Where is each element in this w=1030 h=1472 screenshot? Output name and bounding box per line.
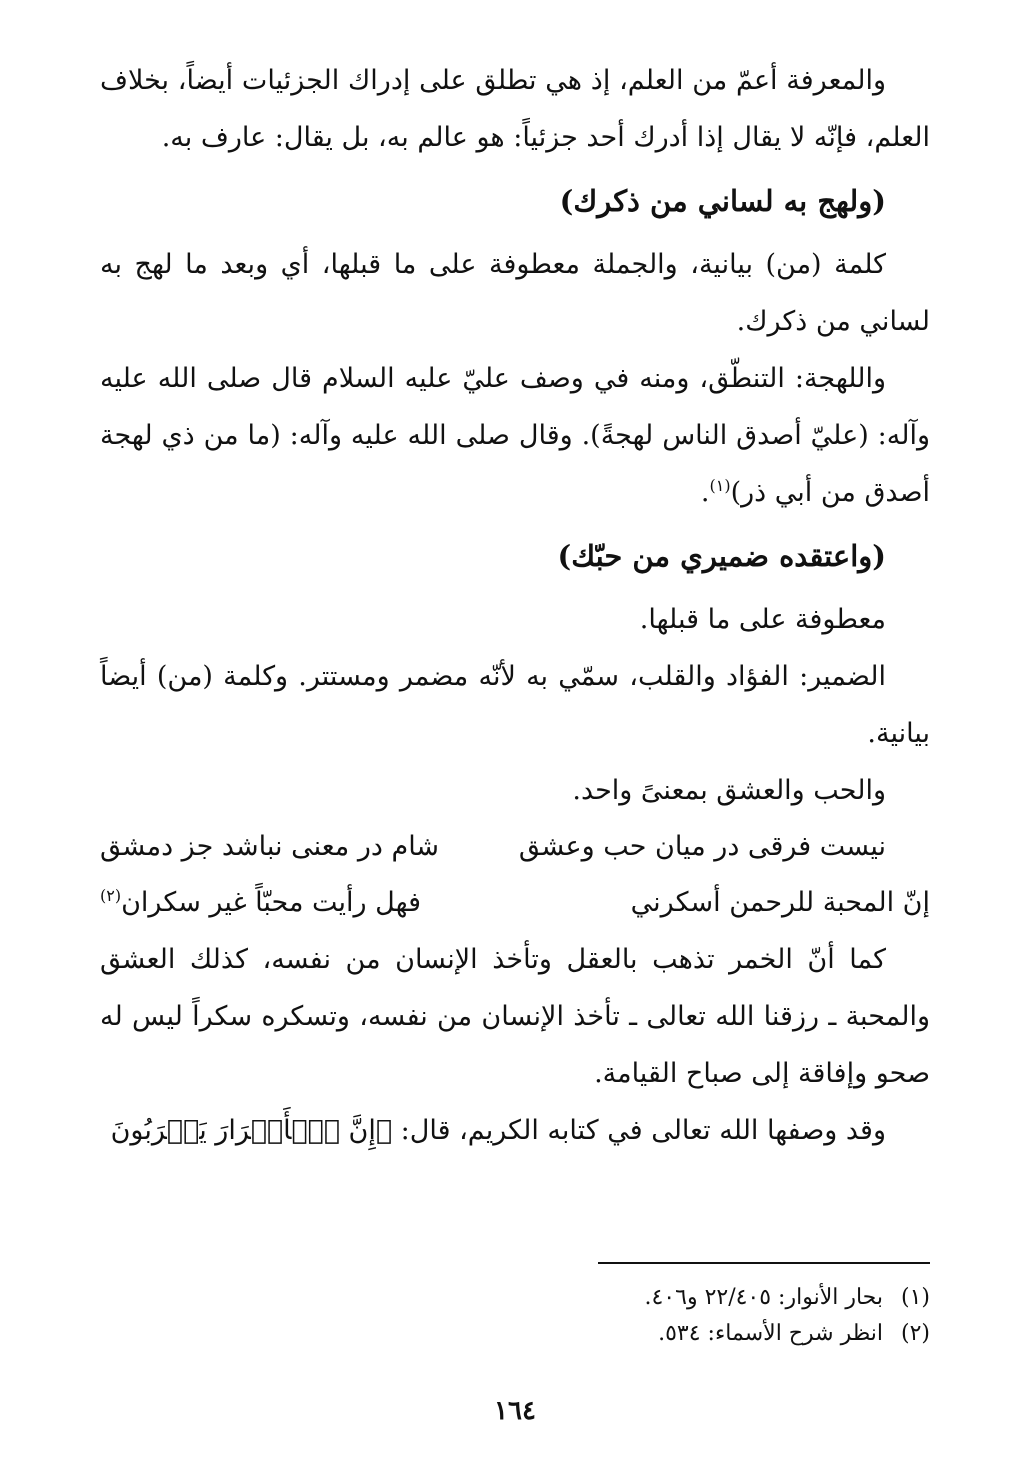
heading-itiqad: (واعتقده ضميري من حبّك) — [557, 539, 886, 573]
footnote-ref-2: (٢) — [100, 886, 122, 905]
footnote-divider — [598, 1262, 930, 1264]
page-number: ١٦٤ — [494, 1396, 536, 1426]
verse-arabic-second-wrap — [100, 875, 421, 931]
footnote-2 — [100, 1316, 930, 1352]
footnote-1-text: بحار الأنوار: ٢٢/٤٠٥ و٤٠٦. — [644, 1285, 883, 1310]
verse-persian-second: شام در معنى نباشد جز دمشق — [100, 831, 440, 862]
footnotes — [100, 1280, 930, 1352]
verse-arabic-first: إنّ المحبة للرحمن أسكرني — [630, 887, 930, 918]
verse-persian — [100, 819, 930, 875]
paragraph-lahja-text: واللهجة: التنطّق، ومنه في وصف عليّ عليه السلام قال صلى الله عليه وآله: (عليّ أصدق الناس لهجةً). وقال صلى الله عليه وآله: (ما من ذي لهجة أصدق من أبي ذر) — [100, 363, 930, 508]
paragraph-damir: الضمير: الفؤاد والقلب، سمّي به لأنّه مضمر ومستتر. وكلمة (من) أيضاً بيانية. — [100, 661, 930, 749]
paragraph-min-bayaniya: كلمة (من) بيانية، والجملة معطوفة على ما قبلها، أي وبعد ما لهج به لساني من ذكرك. — [100, 249, 930, 337]
footnote-2-text: انظر شرح الأسماء: ٥٣٤. — [658, 1321, 883, 1346]
paragraph-lahja-end: . — [700, 477, 710, 508]
footnote-ref-1: (١) — [709, 476, 731, 495]
footnote-2-number: (٢) — [900, 1321, 930, 1346]
paragraph-quran: وقد وصفها الله تعالى في كتابه الكريم، قال: ﴿إِنَّ ٱلۡأَبۡرَارَ يَشۡرَبُونَ — [110, 1115, 886, 1146]
main-text — [100, 52, 930, 1159]
paragraph-khamr: كما أنّ الخمر تذهب بالعقل وتأخذ الإنسان من نفسه، كذلك العشق والمحبة ـ رزقنا الله تعالى ـ تأخذ الإنسان من نفسه، وتسكره سكراً ليس له صحو وإفاقة إلى صباح القيامة. — [100, 944, 930, 1089]
paragraph-matufa: معطوفة على ما قبلها. — [639, 604, 886, 635]
heading-lahaja: (ولهج به لساني من ذكرك) — [559, 184, 886, 218]
verse-arabic — [100, 875, 930, 931]
verse-arabic-second: فهل رأيت محبّاً غير سكران — [121, 887, 421, 918]
paragraph-lahja-definition — [100, 350, 930, 521]
paragraph-knowledge: والمعرفة أعمّ من العلم، إذ هي تطلق على إدراك الجزئيات أيضاً، بخلاف العلم، فإنّه لا يقال إذا أدرك أحد جزئياً: هو عالم به، بل يقال: عارف به. — [100, 65, 930, 153]
footnote-1-number: (١) — [900, 1285, 930, 1310]
footnote-1 — [100, 1280, 930, 1316]
paragraph-hubb-ishq: والحب والعشق بمعنىً واحد. — [572, 775, 886, 806]
verse-persian-first: نيست فرقى در ميان حب وعشق — [518, 831, 886, 862]
